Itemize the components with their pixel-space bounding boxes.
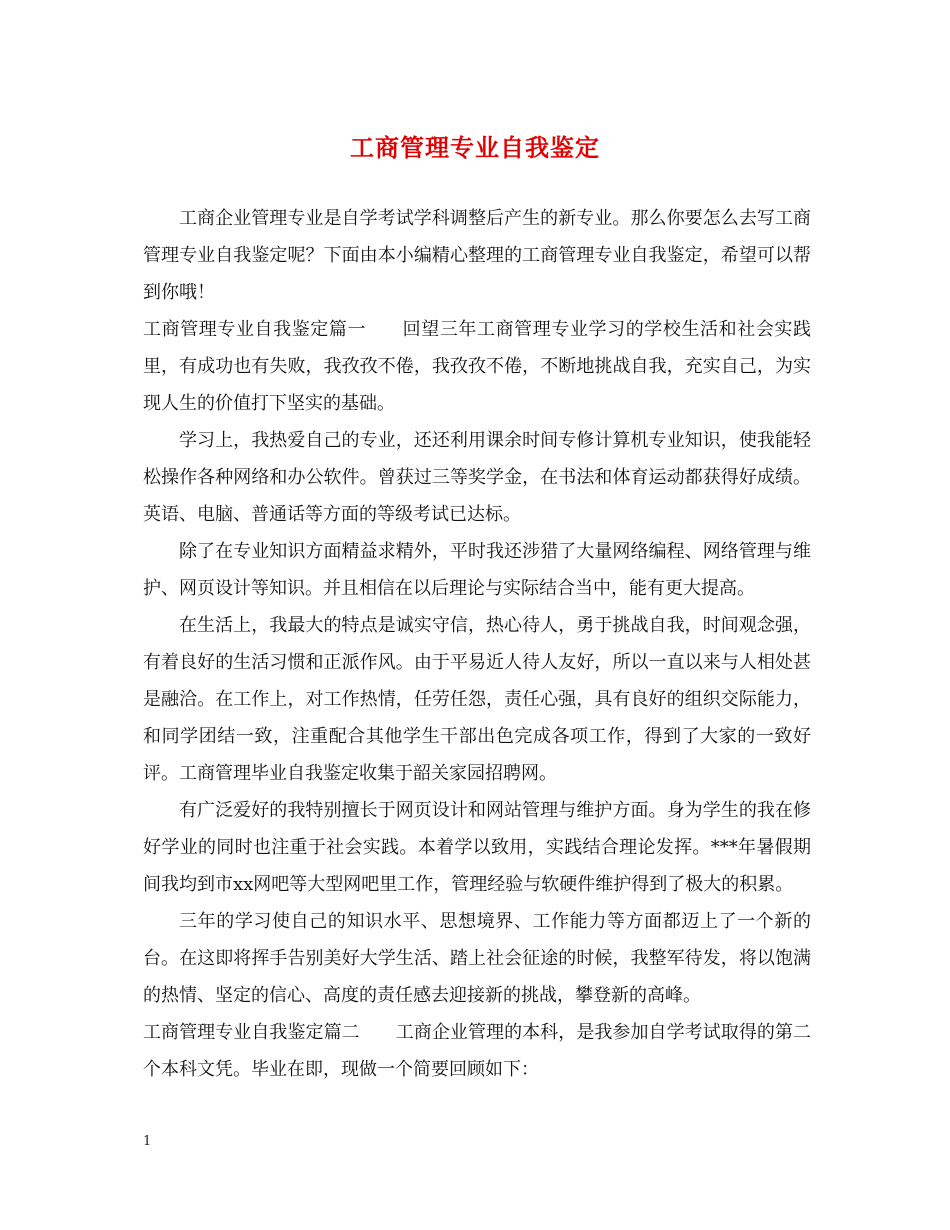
paragraph <box>143 311 811 422</box>
paragraph: 除了在专业知识方面精益求精外，平时我还涉猎了大量网络编程、网络管理与维护、网页设计等知识。并且相信在以后理论与实际结合当中，能有更大提高。 <box>143 541 811 599</box>
paragraph-text: 工商企业管理的本科，是我参加自学考试取得的第二个本科文凭。毕业在即，现做一个简要回顾如下： <box>143 1022 811 1080</box>
paragraph-text: 回望三年工商管理专业学习的学校生活和社会实践里，有成功也有失败，我孜孜不倦，我孜孜不倦，不断地挑战自我，充实自己，为实现人生的价值打下坚实的基础。 <box>143 319 812 414</box>
page-number: 1 <box>143 1134 152 1149</box>
document-body <box>143 200 811 1088</box>
paragraph: 工商企业管理专业是自学考试学科调整后产生的新专业。那么你要怎么去写工商管理专业自我鉴定呢？下面由本小编精心整理的工商管理专业自我鉴定，希望可以帮到你哦！ <box>143 208 811 303</box>
document-title: 工商管理专业自我鉴定 <box>350 133 600 162</box>
paragraph: 三年的学习使自己的知识水平、思想境界、工作能力等方面都迈上了一个新的台。在这即将挥手告别美好大学生活、踏上社会征途的时候，我整军待发，将以饱满的热情、坚定的信心、高度的责任感去迎接新的挑战，攀登新的高峰。 <box>143 911 811 1006</box>
paragraph <box>143 1014 811 1088</box>
section-heading: 工商管理专业自我鉴定篇二 <box>143 1022 360 1043</box>
paragraph: 在生活上，我最大的特点是诚实守信，热心待人，勇于挑战自我，时间观念强，有着良好的生活习惯和正派作风。由于平易近人待人友好，所以一直以来与人相处甚是融洽。在工作上，对工作热情，任劳任怨，责任心强，具有良好的组织交际能力，和同学团结一致，注重配合其他学生干部出色完成各项工作，得到了大家的一致好评。工商管理毕业自我鉴定收集于韶关家园招聘网。 <box>143 615 811 784</box>
section-heading: 工商管理专业自我鉴定篇一 <box>143 319 367 340</box>
paragraph: 学习上，我热爱自己的专业，还还利用课余时间专修计算机专业知识，使我能轻松操作各种网络和办公软件。曾获过三等奖学金，在书法和体育运动都获得好成绩。英语、电脑、普通话等方面的等级考试已达标。 <box>143 430 811 525</box>
paragraph: 有广泛爱好的我特别擅长于网页设计和网站管理与维护方面。身为学生的我在修好学业的同时也注重于社会实践。本着学以致用，实践结合理论发挥。***年暑假期间我均到市xx网吧等大型网吧里工作，管理经验与软硬件维护得到了极大的积累。 <box>143 800 811 895</box>
